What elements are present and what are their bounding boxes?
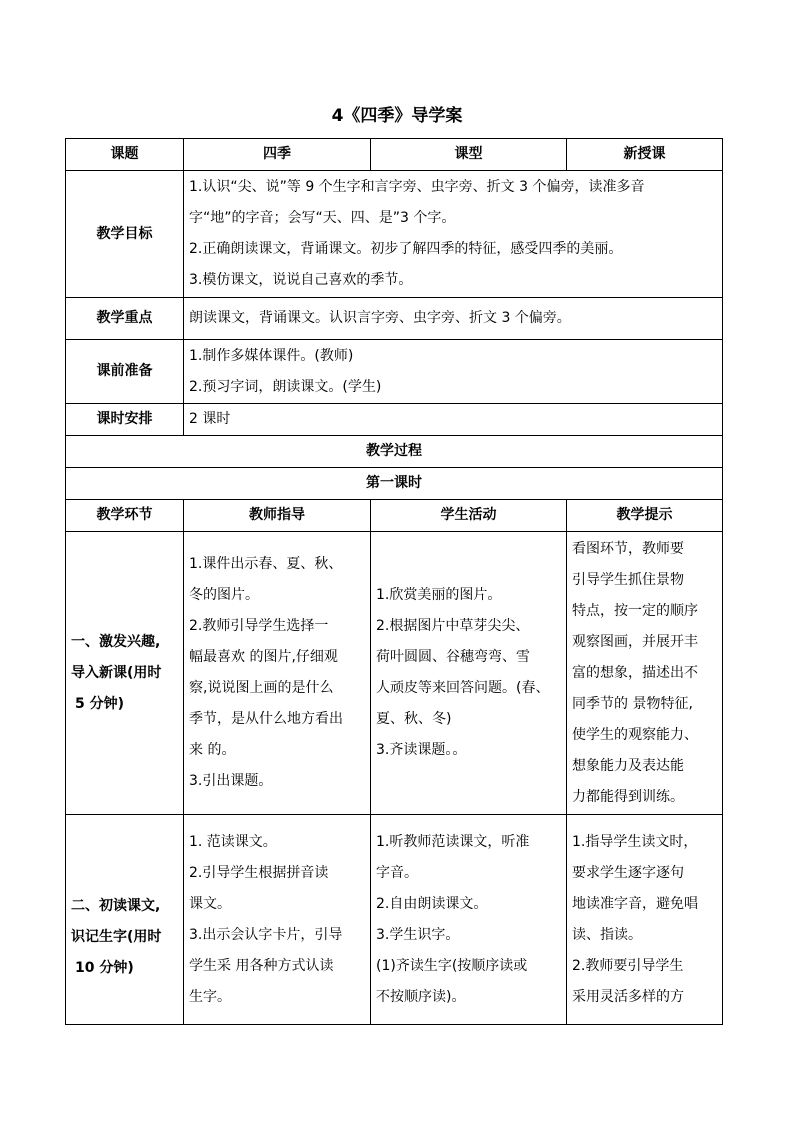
stage2-tips-line: 地读准字音，避免唱: [572, 895, 698, 912]
stage2-tips: [567, 815, 723, 1025]
schedule-content: 2 课时: [184, 404, 723, 436]
stage1-teacher-line: 察,说说图上画的是什么: [189, 680, 334, 696]
stage1-label: [66, 532, 184, 815]
stage1-row: [66, 532, 723, 815]
stage2-row: [66, 815, 723, 1025]
goals-line: 字“地”的字音；会写“天、四、是”3 个字。: [189, 210, 456, 226]
stage1-student-line: 夏、秋、冬): [376, 711, 452, 727]
topic-row: [66, 139, 723, 171]
stage2-teacher-line: 3.出示会认字卡片，引导: [189, 926, 343, 943]
stage1-tips-line: 想象能力及表达能: [572, 757, 684, 774]
stage2-tips-line: 2.教师要引导学生: [572, 957, 684, 974]
stage1-student-line: 荷叶圆圆、谷穗弯弯、雪: [376, 649, 530, 665]
preparation-label: 课前准备: [66, 340, 184, 404]
key-points-row: [66, 298, 723, 340]
preparation-line: 1.制作多媒体课件。(教师): [189, 347, 354, 364]
stage2-teacher-line: 课文。: [189, 895, 231, 912]
column-header-teacher: 教师指导: [184, 500, 371, 532]
stage1-teacher-line: 3.引出课题。: [189, 773, 273, 789]
stage1-label-line: 5 分钟): [75, 695, 125, 712]
goals-content: [184, 171, 723, 298]
key-points-label: 教学重点: [66, 298, 184, 340]
stage1-tips-line: 观察图画，并展开丰: [572, 633, 698, 650]
process-title: 教学过程: [66, 436, 723, 468]
column-header-stage: 教学环节: [66, 500, 184, 532]
stage2-student-line: 2.自由朗读课文。: [376, 895, 488, 912]
topic-label: 课题: [66, 139, 184, 171]
stage2-student-line: (1)齐读生字(按顺序读或: [376, 957, 528, 974]
stage1-teacher-line: 幅最喜欢 的图片,仔细观: [189, 649, 338, 665]
stage1-teacher-line: 1.课件出示春、夏、秋、: [189, 556, 343, 572]
stage1-student: [371, 532, 567, 815]
stage2-student: [371, 815, 567, 1025]
preparation-row: [66, 340, 723, 404]
stage1-label-line: 一、激发兴趣,: [71, 633, 161, 650]
stage1-tips-line: 富的想象，描述出不: [572, 664, 698, 681]
stage2-tips-line: 要求学生逐字逐句: [572, 864, 684, 881]
stage2-label-line: 识记生字(用时: [71, 929, 162, 945]
stage2-tips-line: 采用灵活多样的方: [572, 988, 684, 1005]
topic-value: 四季: [184, 139, 371, 171]
stage2-student-line: 字音。: [376, 864, 418, 881]
lesson-type-label: 课型: [371, 139, 567, 171]
stage1-tips-line: 引导学生抓住景物: [572, 571, 684, 588]
stage1-student-line: 人顽皮等来回答问题。(春、: [376, 680, 550, 696]
stage2-teacher-line: 学生采 用各种方式认读: [189, 957, 334, 974]
stage1-teacher: [184, 532, 371, 815]
stage1-tips-line: 使学生的观察能力、: [572, 726, 698, 743]
stage1-tips-line: 力都能得到训练。: [572, 788, 684, 805]
stage2-teacher-line: 2.引导学生根据拼音读: [189, 864, 329, 881]
column-header-tips: 教学提示: [567, 500, 723, 532]
document-title: 4《四季》导学案: [331, 106, 463, 126]
goals-line: 1.认识“尖、说”等 9 个生字和言字旁、虫字旁、折文 3 个偏旁，读准多音: [189, 179, 645, 195]
stage1-label-line: 导入新课(用时: [71, 664, 162, 681]
stage2-tips-line: 读、指读。: [572, 926, 642, 943]
stage1-tips-line: 同季节的 景物特征,: [572, 695, 693, 712]
preparation-line: 2.预习字词，朗读课文。(学生): [189, 378, 382, 395]
stage1-teacher-line: 2.教师引导学生选择一: [189, 618, 329, 634]
stage2-label: [66, 815, 184, 1025]
goals-row: [66, 171, 723, 298]
schedule-row: [66, 404, 723, 436]
stage2-teacher: [184, 815, 371, 1025]
stage1-teacher-line: 冬的图片。: [189, 587, 259, 603]
stage2-teacher-line: 1. 范读课文。: [189, 833, 277, 850]
stage1-tips-line: 看图环节，教师要: [572, 540, 684, 557]
schedule-label: 课时安排: [66, 404, 184, 436]
stage1-student-line: 1.欣赏美丽的图片。: [376, 587, 502, 603]
process-title-row: [66, 436, 723, 468]
goals-line: 3.模仿课文，说说自己喜欢的季节。: [189, 272, 413, 288]
stage2-student-line: 1.听教师范读课文，听准: [376, 833, 530, 850]
stage1-tips-line: 特点，按一定的顺序: [572, 602, 698, 619]
column-header-student: 学生活动: [371, 500, 567, 532]
lesson-type-value: 新授课: [567, 139, 723, 171]
stage2-tips-line: 1.指导学生读文时，: [572, 833, 698, 850]
stage1-tips: [567, 532, 723, 815]
stage2-teacher-line: 生字。: [189, 988, 231, 1005]
goals-line: 2.正确朗读课文，背诵课文。初步了解四季的特征，感受四季的美丽。: [189, 241, 623, 257]
stage2-student-line: 不按顺序读)。: [376, 988, 466, 1005]
column-header-row: [66, 500, 723, 532]
key-points-content: 朗读课文，背诵课文。认识言字旁、虫字旁、折文 3 个偏旁。: [184, 298, 723, 340]
preparation-content: [184, 340, 723, 404]
lesson-title-row: [66, 468, 723, 500]
goals-label: 教学目标: [66, 171, 184, 298]
stage2-student-line: 3.学生识字。: [376, 926, 460, 943]
stage2-label-line: 10 分钟): [75, 960, 134, 976]
stage2-label-line: 二、初读课文,: [71, 898, 161, 914]
stage1-teacher-line: 来 的。: [189, 742, 236, 758]
stage1-student-line: 3.齐读课题。。: [376, 742, 467, 758]
lesson-plan-table: [65, 138, 723, 1025]
stage1-teacher-line: 季节，是从什么地方看出: [189, 711, 343, 727]
lesson-title: 第一课时: [66, 468, 723, 500]
stage1-student-line: 2.根据图片中草芽尖尖、: [376, 618, 530, 634]
